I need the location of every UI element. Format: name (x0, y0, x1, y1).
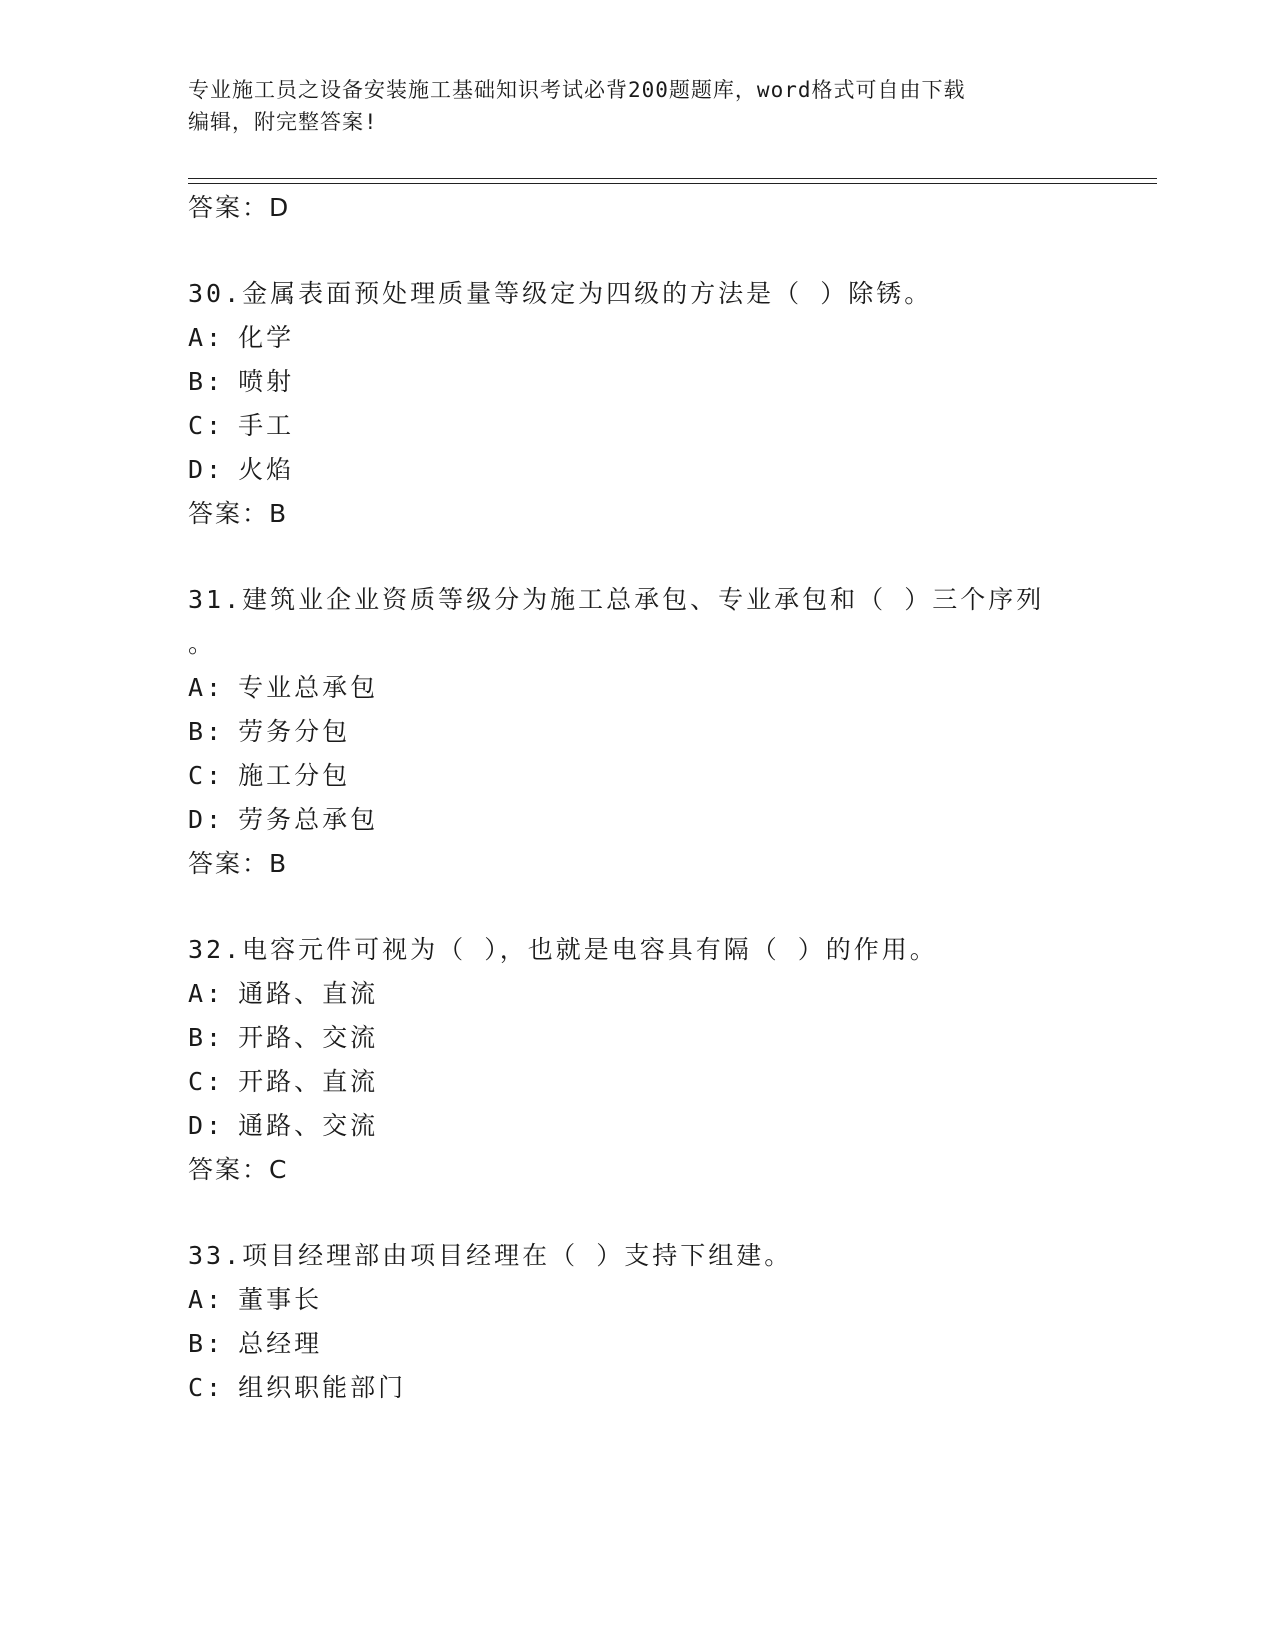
question-31-option-d (188, 804, 378, 836)
question-31-stem: 31.建筑业企业资质等级分为施工总承包、专业承包和（ ）三个序列 (188, 585, 1045, 614)
previous-answer: 答案：D (188, 193, 291, 222)
option-text: 施工分包 (238, 761, 351, 790)
question-32-option-c (188, 1066, 378, 1098)
option-text: 喷射 (238, 367, 295, 396)
option-key: A: (188, 1285, 225, 1314)
option-key: B: (188, 1023, 225, 1052)
question-31-option-b (188, 716, 350, 748)
option-key: A: (188, 979, 225, 1008)
option-text: 组织职能部门 (238, 1373, 407, 1402)
option-text: 董事长 (238, 1285, 323, 1314)
option-key: B: (188, 717, 225, 746)
option-text: 开路、直流 (238, 1067, 379, 1096)
question-32-answer: 答案：C (188, 1155, 289, 1184)
question-30-option-c (188, 410, 294, 442)
question-31-answer: 答案：B (188, 849, 289, 878)
option-key: A: (188, 323, 225, 352)
question-31-option-c (188, 760, 350, 792)
header-title-line-1: 专业施工员之设备安装施工基础知识考试必背200题题库，word格式可自由下载 (188, 78, 966, 102)
option-text: 通路、交流 (238, 1111, 379, 1140)
question-30-stem: 30.金属表面预处理质量等级定为四级的方法是（ ）除锈。 (188, 279, 933, 308)
question-32-option-a (188, 978, 378, 1010)
question-32-option-d (188, 1110, 378, 1142)
question-30-option-b (188, 366, 294, 398)
option-key: B: (188, 367, 225, 396)
header-title-line-2: 编辑，附完整答案! (188, 110, 378, 134)
option-key: D: (188, 455, 225, 484)
option-text: 化学 (238, 323, 295, 352)
option-text: 总经理 (238, 1329, 323, 1358)
question-30-answer: 答案：B (188, 499, 289, 528)
option-text: 专业总承包 (238, 673, 379, 702)
option-text: 劳务总承包 (238, 805, 379, 834)
question-33-option-c (188, 1372, 406, 1404)
option-key: A: (188, 673, 225, 702)
option-text: 开路、交流 (238, 1023, 379, 1052)
option-text: 通路、直流 (238, 979, 379, 1008)
option-key: D: (188, 1111, 225, 1140)
page-header (188, 74, 1068, 138)
option-key: D: (188, 805, 225, 834)
question-32-stem: 32.电容元件可视为（ ），也就是电容具有隔（ ）的作用。 (188, 935, 938, 964)
question-31-stem-continued: 。 (188, 629, 217, 658)
question-32-option-b (188, 1022, 378, 1054)
option-key: C: (188, 761, 225, 790)
question-30-option-a (188, 322, 294, 354)
option-text: 火焰 (238, 455, 295, 484)
option-key: C: (188, 1067, 225, 1096)
question-33-option-a (188, 1284, 322, 1316)
question-31-option-a (188, 672, 378, 704)
option-key: B: (188, 1329, 225, 1358)
question-33-stem: 33.项目经理部由项目经理在（ ）支持下组建。 (188, 1241, 793, 1270)
option-key: C: (188, 411, 225, 440)
header-rule-bottom (188, 183, 1157, 184)
header-rule-top (188, 178, 1157, 179)
question-33-option-b (188, 1328, 322, 1360)
question-30-option-d (188, 454, 294, 486)
option-text: 手工 (238, 411, 295, 440)
option-text: 劳务分包 (238, 717, 351, 746)
option-key: C: (188, 1373, 225, 1402)
